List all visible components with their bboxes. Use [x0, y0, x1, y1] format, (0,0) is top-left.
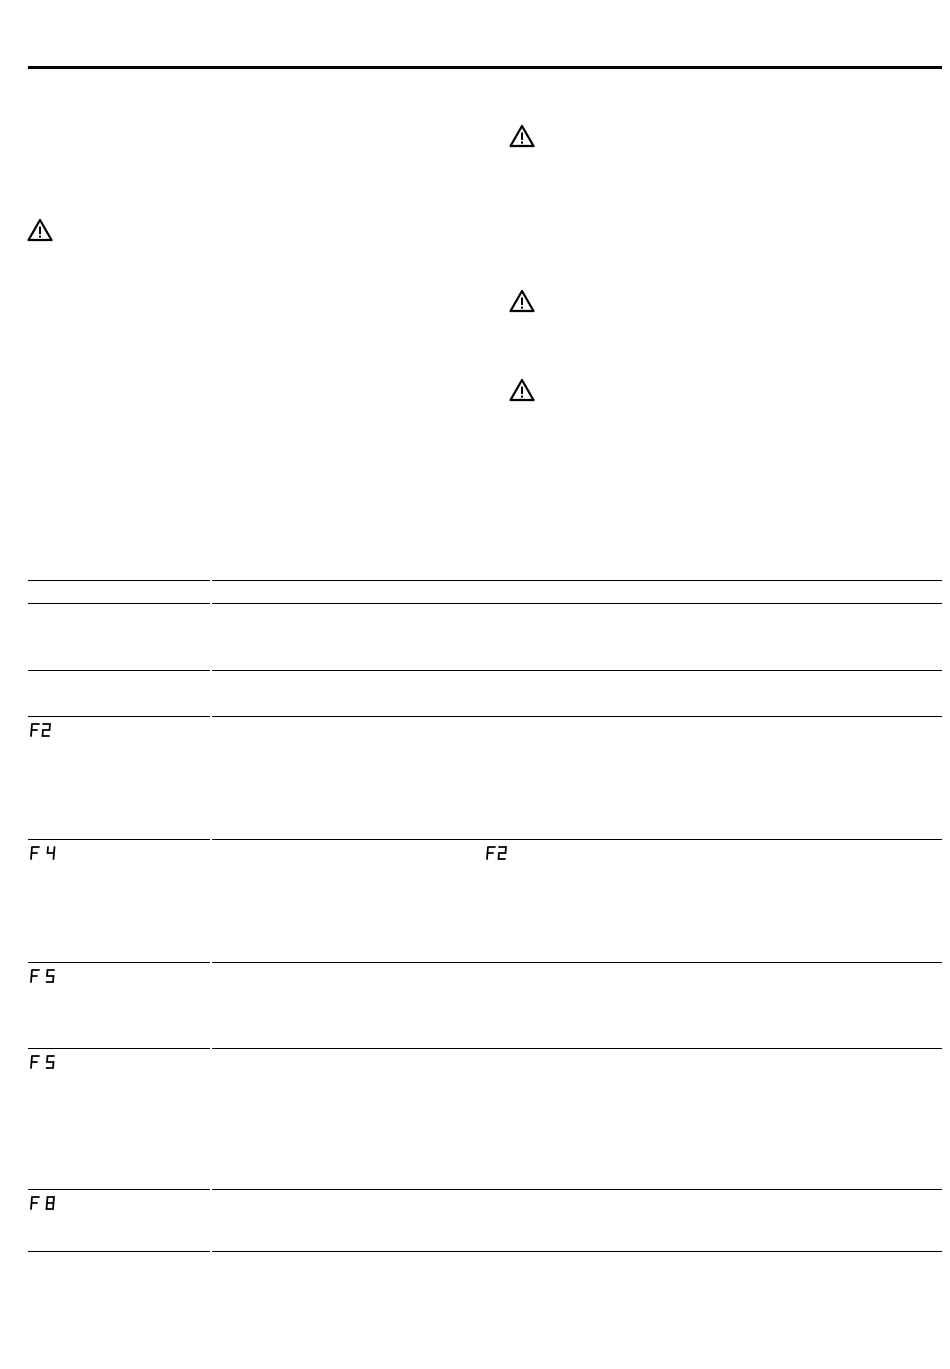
fault-code-f4 [28, 845, 62, 861]
table-rule [212, 580, 942, 581]
table-rule [212, 1189, 942, 1190]
table-rule [28, 962, 210, 963]
table-rule [28, 1189, 210, 1190]
warning-triangle-icon [509, 124, 535, 148]
table-rule [212, 1048, 942, 1049]
fault-code-f2-remedy [484, 845, 518, 861]
table-rule [212, 1251, 942, 1252]
table-rule [28, 670, 210, 671]
table-rule [212, 716, 942, 717]
header-rule [28, 66, 942, 69]
table-rule [28, 1048, 210, 1049]
table-rule [28, 1251, 210, 1252]
fault-code-f8 [28, 1195, 62, 1211]
warning-triangle-icon [27, 218, 53, 242]
warning-triangle-icon [509, 289, 535, 313]
table-rule [28, 839, 210, 840]
warning-triangle-icon [509, 378, 535, 402]
fault-code-f5 [28, 1054, 62, 1070]
fault-code-f2 [28, 722, 62, 738]
table-rule [212, 603, 942, 604]
table-rule [28, 580, 210, 581]
table-rule [28, 716, 210, 717]
fault-code-f5 [28, 968, 62, 984]
table-rule [28, 603, 210, 604]
table-rule [212, 839, 942, 840]
table-rule [212, 670, 942, 671]
table-rule [212, 962, 942, 963]
